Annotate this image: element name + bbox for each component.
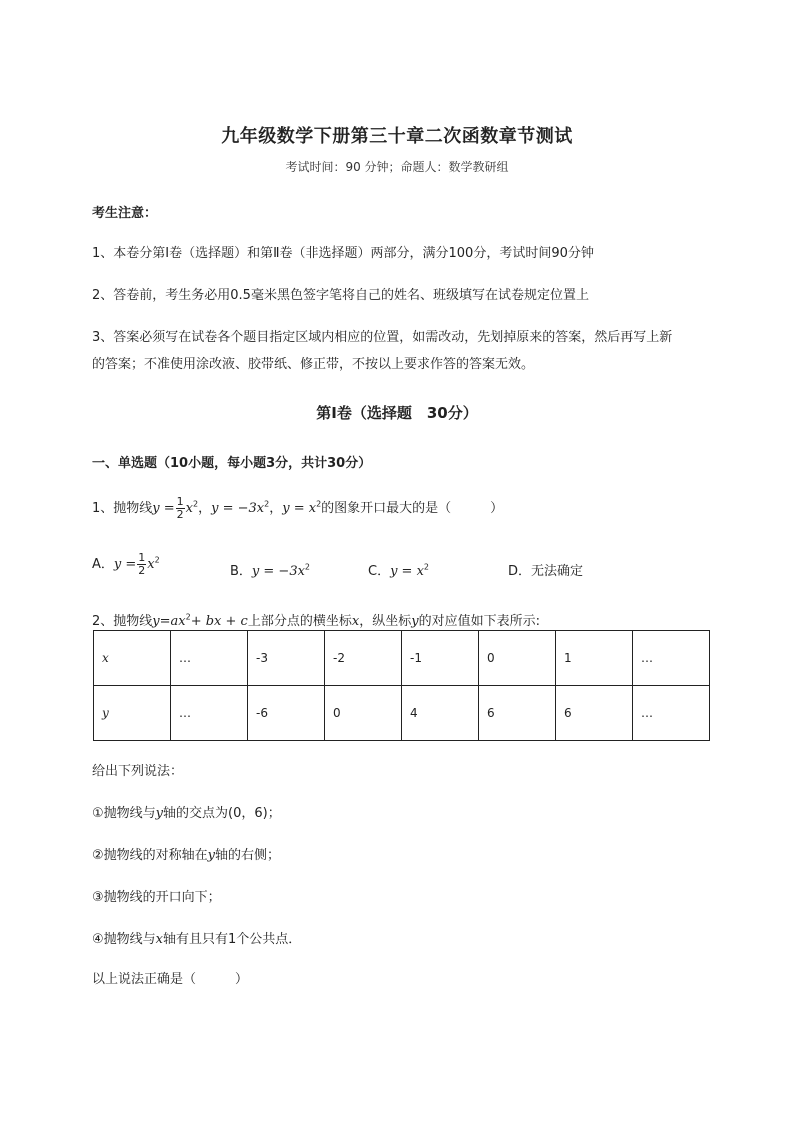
q1-frac-num: 1 [176,495,184,508]
note-1: 1、本卷分第Ⅰ卷（选择题）和第Ⅱ卷（非选择题）两部分，满分100分，考试时间90分钟 [92,246,594,261]
table-cell: 6 [479,686,556,741]
q1-expr1-lhs: y = [152,501,175,516]
table-cell: -6 [248,686,325,741]
q1-sq3: 2 [316,499,322,509]
option-d-text: 无法确定 [531,564,584,579]
option-a-fraction [137,552,146,577]
value-table [93,630,710,741]
q1-option-d[interactable] [508,560,583,579]
option-a-x: x [147,557,155,572]
q1-expr1-x: x [185,501,193,516]
table-cell: 0 [479,631,556,686]
option-a-sq: 2 [154,555,160,565]
s4-a: ④抛物线与 [92,932,156,947]
s1-a: ①抛物线与 [92,806,156,821]
s2-b: 轴的右侧； [215,848,281,863]
option-c-label: C． [368,564,391,579]
table-cell: 0 [325,686,402,741]
table-cell: … [171,631,248,686]
note-3: 3、答案必须写在试卷各个题目指定区域内相应的位置，如需改动，先划掉原来的答案，然后再写上新 [92,330,673,345]
q1-expr3: y = x [282,501,317,516]
s4-var: x [155,932,163,947]
option-b-expr: y = −3x [251,564,305,579]
s2-var: y [207,848,216,863]
q1-option-b[interactable] [230,560,310,579]
q1-prefix: 1、抛物线 [92,501,153,516]
statement-4 [92,928,301,947]
q2-suffix: 的对应值如下表所示: [418,614,540,629]
q1-option-c[interactable] [368,560,429,579]
option-b-label: B． [230,564,252,579]
option-c-sq: 2 [423,562,430,572]
q2-expr: y=ax [152,614,186,629]
note-3-continued: 的答案；不准使用涂改液、胶带纸、修正带，不按以上要求作答的答案无效。 [92,357,535,372]
page-title: 九年级数学下册第三十章二次函数章节测试 [221,126,573,147]
option-b-sq: 2 [304,562,311,572]
table-cell: … [171,686,248,741]
q2-sq: 2 [185,612,191,622]
part-heading: 一、单选题（10小题，每小题3分，共计30分） [92,456,372,471]
table-cell: 1 [556,631,633,686]
q2-yvar: y [411,614,419,629]
option-d-label: D． [508,564,532,579]
q2-prefix: 2、抛物线 [92,614,153,629]
s4-b: 轴有且只有1个公共点． [163,932,302,947]
table-cell: … [633,631,710,686]
q2-given: 给出下列说法： [92,764,184,779]
section-title: 第Ⅰ卷（选择题 30分） [316,404,478,422]
q2-question: 以上说法正确是（ ） [92,972,249,987]
table-cell: 6 [556,686,633,741]
s1-var: y [155,806,164,821]
s1-b: 轴的交点为(0，6)； [163,806,281,821]
statement-2 [92,844,280,863]
exam-info: 考试时间：90 分钟；命题人：数学教研组 [285,160,509,174]
q2-mid: 上部分点的横坐标 [247,614,352,629]
q1-sq2: 2 [264,499,270,509]
table-cell: x [94,631,171,686]
note-2: 2、答卷前，考生务必用0.5毫米黑色签字笔将自己的姓名、班级填写在试卷规定位置上 [92,288,589,303]
option-c-expr: y = x [390,564,424,579]
table-cell: … [633,686,710,741]
table-cell: -3 [248,631,325,686]
q1-fraction [176,496,185,521]
q1-suffix: 的图象开口最大的是（ ） [321,501,504,516]
q1-expr2: y = −3x [211,501,265,516]
statement-1 [92,802,281,821]
table-row-x [94,631,710,686]
s2-a: ②抛物线的对称轴在 [92,848,208,863]
table-row-y [94,686,710,741]
option-a-frac-num: 1 [138,551,146,564]
table-cell: y [94,686,171,741]
option-a-lhs: y = [113,557,137,572]
q1-sep1: ， [198,501,212,516]
q1-frac-den: 2 [176,508,184,521]
notes-heading: 考生注意： [92,206,158,221]
table-cell: 4 [402,686,479,741]
q1-sq1: 2 [193,499,199,509]
question-2 [92,610,540,629]
option-a-label: A． [92,557,114,572]
q1-sep2: ， [269,501,283,516]
statement-3: ③抛物线的开口向下； [92,890,221,905]
table-cell: -1 [402,631,479,686]
q2-expr-rest: + bx + c [190,614,248,629]
table-cell: -2 [325,631,402,686]
q1-option-a[interactable] [92,552,160,577]
question-1 [92,496,503,521]
q2-xvar: x [351,614,360,629]
q2-mid2: ，纵坐标 [359,614,412,629]
option-a-frac-den: 2 [138,564,146,577]
